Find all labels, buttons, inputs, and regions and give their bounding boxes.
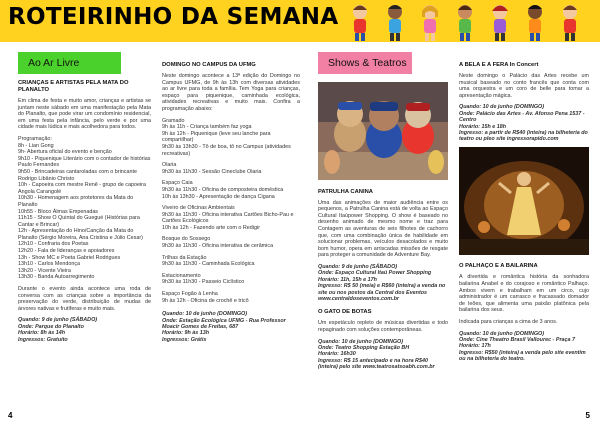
block-line: 9h30 às 11h30 - Caminhada Ecológica <box>162 261 255 268</box>
info-tickets: Ingresso: R$50 (inteira) a venda pelo site eventim ou na bilheteria do teatro. <box>459 349 586 363</box>
block-title: Viveiro de Oficinas Ambientais <box>162 205 235 212</box>
patrulha-canina-photo <box>318 82 448 180</box>
event-info <box>162 311 300 343</box>
activity-block <box>162 236 300 249</box>
info-time: Horário: 17h <box>459 343 491 350</box>
column-shows-teatros <box>318 52 448 371</box>
info-when: Quando: 10 de junho (DOMINGO) <box>459 104 545 111</box>
event-title-ufmg: DOMINGO NO CAMPUS DA UFMG <box>162 62 256 68</box>
program-item: 9h50 - Brincadeiras cantaroladas com o brincante Rodrigo Libânio Christo <box>18 168 137 182</box>
show-description: Uma das animações de maior audiência entre os pequenos, a Patrulha Canina está de volta ao Espaço Cultural Itaúpower Shopping. O show é baseado no desenho animado de mesmo nome e traz para Contagem as aventuras de seis filhotes de cachorro que, com uma combinação única de habilidade em solucionar problemas, veículos desacolados e muito bom humor, opera em arriscadas missões de resgate para proteger a comunidade de Adventure Bay. <box>318 199 448 259</box>
block-title: Espaço Caia <box>162 180 193 187</box>
program-item: 12h10 - Confraria dos Poetas <box>18 241 89 248</box>
info-time: Horário: 8h às 14h <box>18 330 66 337</box>
info-when: Quando: 9 de junho (SÁBADO) <box>318 263 398 270</box>
program-item: 11h15 - Show O Quintal do Guegué (Histórias para Cantar e Brincar) <box>18 215 140 228</box>
event-intro: Em clima de festa e muito amor, crianças e artistas se juntam neste sábado em uma manifestação pela Mata do Planalto, que pode virar um condomínio residencial, em uma festa pela infância, pelo verde e por uma cidade mais lúdica e mais acolhedora para todos. <box>18 98 151 131</box>
program-item: 12h20 - Fala de lideranças e apoiadores <box>18 248 115 255</box>
program-item: 13h30 - Banda Autoarregimento <box>18 274 95 281</box>
block-line: 10h às 13h30 - Apresentação de dança Cigana <box>162 193 275 200</box>
pup-costume-left <box>334 101 366 152</box>
kid-2 <box>388 5 402 41</box>
info-tickets: Ingressos: Gratuito <box>18 336 68 343</box>
info-when: Quando: 10 de junho (DOMINGO) <box>459 330 545 337</box>
block-line: 9h às 12h - Oficina de crochê e tricô <box>162 297 249 304</box>
program-item: 10h30 - Homenagem aos protetores da Mata do Planalto <box>18 195 134 208</box>
event-closing: Durante o evento ainda acontece uma roda de conversa com as crianças sobre a importância da preservação do verde, distribuição de mudas de árvores nativas e frutíferas e muito mais. <box>18 286 151 312</box>
show-title-palhaco-bailarina: O PALHAÇO E A BAILARINA <box>459 263 538 270</box>
info-where: Onde: Estação Ecológica UFMG - Rua Professor Moacir Gomes de Freitas, 687 <box>162 317 286 331</box>
info-where: Onde: Espaço Cultural Itaú Power Shopping <box>318 270 432 277</box>
page-number-left: 4 <box>8 411 13 420</box>
kid-3 <box>422 5 438 41</box>
pup-costume-right <box>402 102 434 154</box>
event-intro: Neste domingo acontece a 13ª edição do Domingo no Campus UFMG, de 9h às 13h com diversas atividades ao ar livre para toda a família. Tem Yoga para crianças, espaço para piquenique, caminhada ecológica, atividades recreativas e muito mais. Confira a programação abaixo: <box>162 73 300 112</box>
page-title: ROTEIRINHO DA SEMANA <box>8 4 339 30</box>
block-line: 9h30 às 11h30 - Oficina interativa de cerâmica <box>162 243 274 250</box>
show-info <box>318 339 448 371</box>
event-info <box>18 317 151 343</box>
activity-block <box>162 162 300 175</box>
info-where: Onde: Parque do Planalto <box>18 323 84 330</box>
program-item: 10h - Capoeira com mestre Renê - grupo de capoeira Angola Carangolé <box>18 182 146 195</box>
info-where: Onde: Palácio das Artes - Av. Afonso Pena 1537 - Centro <box>459 110 585 124</box>
program-item: 12h - Apresentação do Hino/Canção da Mata do Planalto (Sérgio Moreira, Ana Cristina e Júlio Cesar) <box>18 228 143 241</box>
program-label: Programação: <box>18 135 52 142</box>
block-title: Espaço Fogão à Lenha <box>162 291 218 298</box>
program-item: 9h- Abertura oficial do evento e benção <box>18 149 112 156</box>
block-title: Estacionamento <box>162 272 201 279</box>
program-item: 13h - Show MC e Poeta Gabriel Rodrigues <box>18 254 121 261</box>
kid-6 <box>528 5 542 41</box>
program-item: 10h55 - Bloco Álmas Empenadas <box>18 208 99 215</box>
block-line: 9h30 às 11h30 - Passeio Ciclístico <box>162 279 245 286</box>
info-when: Quando: 10 de junho (DOMINGO) <box>318 338 404 345</box>
block-title: Olaria <box>162 162 177 169</box>
page-number-right: 5 <box>585 411 590 420</box>
block-title: Bosque do Sossego <box>162 236 211 243</box>
block-title: Trilhas da Estação <box>162 254 207 261</box>
column-domingo-campus <box>162 62 300 343</box>
age-note: Indicada para crianças a cima de 3 anos. <box>459 318 558 325</box>
block-line: 9h30 às 11h30 - Sessão Cineclube Olaria <box>162 168 262 175</box>
block-line: 9h30 às 11h30 - Oficina interativa Cartões Bicho-Pau e Cartões Ecológicos <box>162 211 294 225</box>
show-info <box>459 104 589 142</box>
show-title-gato-de-botas: O GATO DE BOTAS <box>318 309 372 316</box>
info-when: Quando: 9 de junho (SÁBADO) <box>18 317 98 324</box>
info-where: Onde: Teatro Shopping Estação BH <box>318 344 410 351</box>
activity-block <box>162 291 300 304</box>
kid-1 <box>353 5 367 41</box>
block-line: 9h30 às 13h30 - Tô de boa, tô no Campus (atividades recreativas) <box>162 143 291 157</box>
show-title-patrulha-canina: PATRULHA CANINA <box>318 188 373 195</box>
block-line: 9h30 às 11h30 - Oficina de composteira doméstica <box>162 186 284 193</box>
block-line: 9h às 12h - Piquenique (leve seu lanche para compartilhar) <box>162 130 271 144</box>
event-title-mata-planalto: CRIANÇAS E ARTISTAS PELA MATA DO PLANALTO <box>18 80 129 93</box>
kid-4 <box>458 5 472 41</box>
section-tag-shows-teatros: Shows & Teatros <box>318 52 412 74</box>
column-ao-ar-livre <box>18 52 151 343</box>
info-time: Horário: 15h e 18h <box>459 123 507 130</box>
section-tag-ao-ar-livre: Ao Ar Livre <box>18 52 121 74</box>
info-where: Onde: Cine Theatro Brasil Vallourec - Praça 7 <box>459 336 576 343</box>
kid-7 <box>563 5 577 41</box>
activity-block <box>162 205 300 231</box>
pup-costume-center <box>366 101 402 158</box>
info-tickets: Ingresso: R$ 15 antecipado e na hora R$40 (inteira) pelo site www.teatrosatsoabh.com.br <box>318 357 435 371</box>
program-item: 8h - Lian Gong <box>18 142 54 149</box>
activity-block <box>162 118 300 158</box>
block-title: Gramado <box>162 117 185 124</box>
show-description: Neste domingo o Palácio das Artes recebe um musical baseado no conto francês que conta com uma orquestra e um coro de belle para tomar a apresentação mágica. <box>459 73 589 99</box>
info-time: Horário: 16h30 <box>318 351 356 358</box>
program-item: 13h10 - Carlos Mendonça <box>18 261 81 268</box>
children-illustration <box>340 0 600 42</box>
header-banner <box>0 0 600 42</box>
activity-block <box>162 255 300 268</box>
show-info <box>318 264 448 302</box>
program-list <box>18 136 151 281</box>
info-tickets: Ingresso: R$ 50 (meia) e R$60 (inteira) a venda no site ou nos postos da Central dos Eventos www.centraldoseventos.com.br <box>318 283 446 302</box>
palhaco-bailarina-photo <box>459 147 589 255</box>
info-tickets: Ingressos: Grátis <box>162 336 207 343</box>
block-line: 10h às 12h - Fazendo arte com o Redigir <box>162 224 260 231</box>
info-time: Horário: 9h às 13h <box>162 330 210 337</box>
show-description: A divertida e romântica história da sonhadora bailarina Anabel e do corajoso e romântico Palhaço. Ambos vivem e trabalham em um circo, cujo administrador é um carrasco e fracassado domador de leões, que alimenta uma paixão platônica pela bailarina dos seus. <box>459 274 589 314</box>
activity-block <box>162 273 300 286</box>
program-item: 13h20 - Vicente Vieira <box>18 267 71 274</box>
kid-5 <box>492 5 508 41</box>
info-time: Horário: 11h, 15h e 17h <box>318 276 377 283</box>
show-description: Um espetáculo repleto de músicas divertidas e todo repaginado com soluções contemporâneas. <box>318 320 448 333</box>
column-shows-right <box>459 62 589 363</box>
show-title-bela-e-a-fera: A BELA E A FERA In Concert <box>459 62 539 68</box>
block-line: 9h às 11h - Criança também faz yoga <box>162 124 252 131</box>
activity-block <box>162 180 300 200</box>
info-tickets: Ingresso: a partir de R$40 (inteira) na bilheteria do teatro ou pleo site ingressorapido.com <box>459 130 588 143</box>
program-item: 9h10 - Piquenique Literário com o contador de histórias Paulo Fernandes <box>18 155 151 169</box>
show-info <box>459 331 589 363</box>
info-when: Quando: 10 de junho (DOMINGO) <box>162 311 248 318</box>
